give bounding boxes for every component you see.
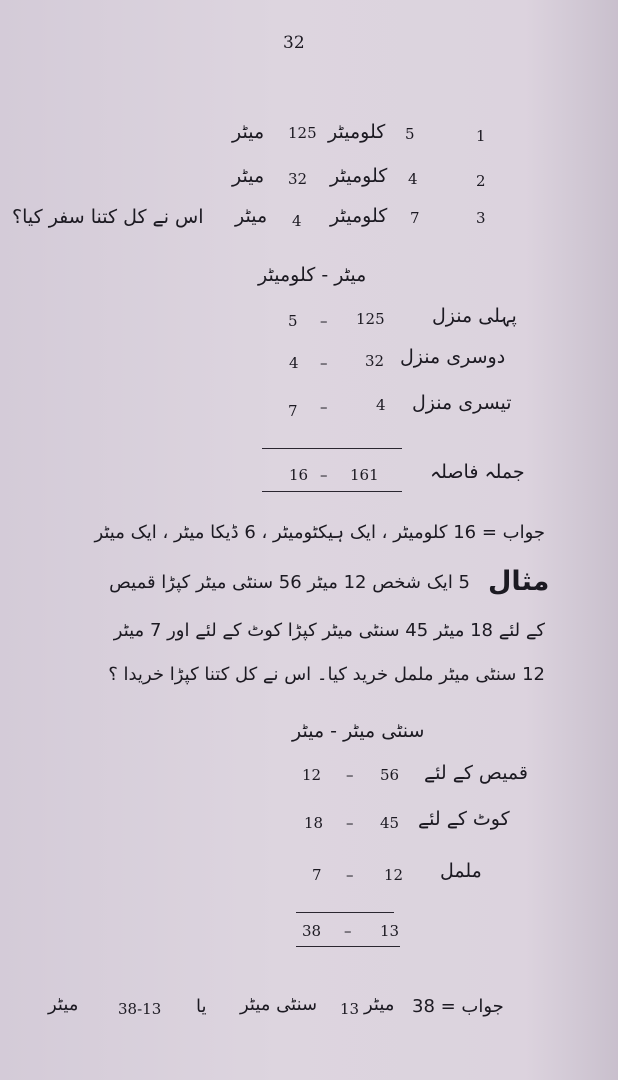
cell-left: 18 xyxy=(304,814,324,832)
cell-right: 56 xyxy=(380,766,400,784)
answer-unit-m: میٹر xyxy=(364,994,395,1015)
row-index: 3 xyxy=(476,209,486,227)
example-label: مثال xyxy=(488,566,550,597)
cell-label: ململ xyxy=(440,860,482,882)
m-value: 4 xyxy=(292,212,302,230)
table2-header: سنٹی میٹر - میٹر xyxy=(292,720,425,742)
cell-left: 12 xyxy=(302,766,322,784)
answer-value-cm: 13 xyxy=(340,1000,360,1018)
km-unit: کلومیٹر xyxy=(330,165,388,187)
table1-header: میٹر - کلومیٹر xyxy=(258,264,367,286)
page-number: 32 xyxy=(283,33,305,53)
row-index: 1 xyxy=(476,127,486,145)
answer-prefix: جواب = 38 xyxy=(412,996,504,1017)
m-unit: میٹر xyxy=(232,165,265,187)
answer-unit-last: میٹر xyxy=(48,994,79,1015)
sum-rule-bottom xyxy=(296,946,400,947)
cell-label: قمیص کے لئے xyxy=(424,762,528,784)
cell-dash: – xyxy=(346,866,354,884)
cell-right: 4 xyxy=(376,396,386,414)
row-index: 2 xyxy=(476,172,486,190)
total-label: جملہ فاصلہ xyxy=(430,461,525,483)
total-right: 161 xyxy=(350,466,379,484)
cell-dash: – xyxy=(346,766,354,784)
total-right: 13 xyxy=(380,922,400,940)
cell-right: 125 xyxy=(356,310,385,328)
example-line-3: 12 سنٹی میٹر ململ خرید کیا۔ اس نے کل کتنا کپڑا خریدا ؟ xyxy=(108,664,545,685)
cell-label: تیسری منزل xyxy=(412,392,512,414)
example-line-1: 5 ایک شخص 12 میٹر 56 سنٹی میٹر کپڑا قمیص xyxy=(109,572,470,593)
sum-rule-top xyxy=(262,448,402,449)
cell-dash: – xyxy=(320,312,328,330)
answer-combined: 38-13 xyxy=(118,1000,162,1018)
cell-left: 7 xyxy=(288,402,298,420)
m-unit: میٹر xyxy=(232,121,265,143)
answer-1: جواب = 16 کلومیٹر ، ایک ہیکٹومیٹر ، 6 ڈیکا میٹر ، ایک میٹر xyxy=(94,522,545,543)
total-left: 38 xyxy=(302,922,322,940)
cell-left: 4 xyxy=(289,354,299,372)
km-value: 5 xyxy=(405,125,415,143)
m-value: 32 xyxy=(288,170,308,188)
sum-rule-bottom xyxy=(262,491,402,492)
total-dash: – xyxy=(344,922,352,940)
question-text: اس نے کل کتنا سفر کیا؟ xyxy=(12,206,204,228)
cell-left: 5 xyxy=(288,312,298,330)
answer-unit-cm: سنٹی میٹر xyxy=(240,994,318,1015)
cell-dash: – xyxy=(320,354,328,372)
cell-dash: – xyxy=(320,398,328,416)
km-unit: کلومیٹر xyxy=(330,205,388,227)
total-dash: – xyxy=(320,466,328,484)
m-unit: میٹر xyxy=(235,205,268,227)
km-value: 4 xyxy=(408,170,418,188)
example-line-2: کے لئے 18 میٹر 45 سنٹی میٹر کپڑا کوٹ کے لئے اور 7 میٹر xyxy=(113,620,545,641)
km-value: 7 xyxy=(410,209,420,227)
cell-label: کوٹ کے لئے xyxy=(418,808,510,830)
cell-dash: – xyxy=(346,814,354,832)
m-value: 125 xyxy=(288,124,317,142)
cell-right: 12 xyxy=(384,866,404,884)
cell-left: 7 xyxy=(312,866,322,884)
cell-right: 32 xyxy=(365,352,385,370)
sum-rule-top xyxy=(296,912,394,913)
cell-label: دوسری منزل xyxy=(400,346,506,368)
cell-right: 45 xyxy=(380,814,400,832)
answer-or: یا xyxy=(196,996,207,1017)
total-left: 16 xyxy=(289,466,309,484)
km-unit: کلومیٹر xyxy=(328,121,386,143)
cell-label: پہلی منزل xyxy=(432,305,517,327)
